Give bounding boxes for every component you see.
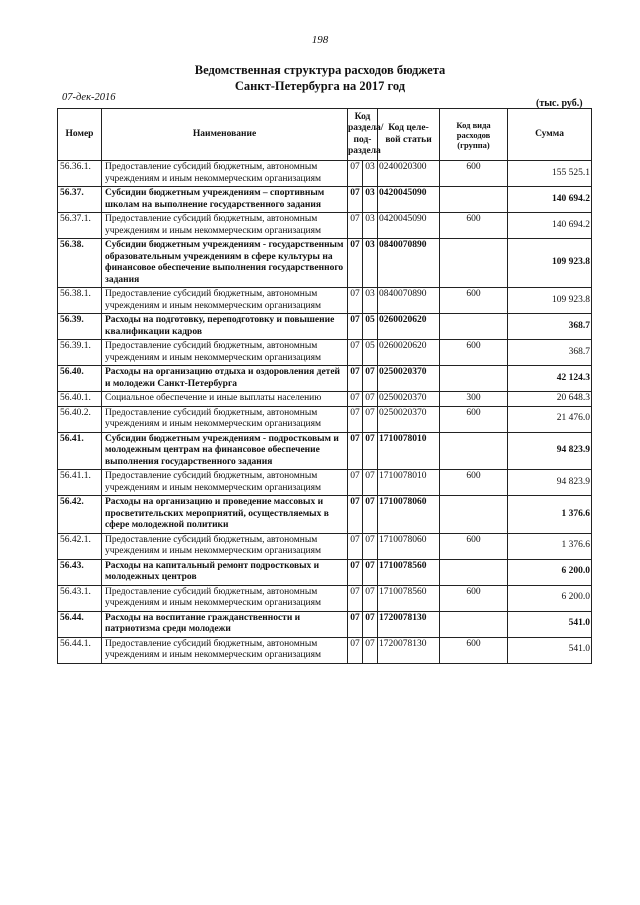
row-summa: 6 200.0	[508, 585, 592, 611]
row-statya: 1710078010	[378, 470, 440, 496]
row-razdel: 07	[348, 585, 363, 611]
row-razdel: 07	[348, 496, 363, 534]
row-name: Расходы на организацию и проведение массовых и просветительских мероприятий, осуществляемых в сфере молодежной политики	[102, 496, 348, 534]
row-number: 56.42.1.	[58, 533, 102, 559]
row-razdel: 07	[348, 611, 363, 637]
header-kod-statyi: Код целе- вой статьи	[378, 109, 440, 161]
row-name: Предоставление субсидий бюджетным, автономным учреждениям и иным некоммерческим организациям	[102, 585, 348, 611]
table-row	[58, 187, 592, 213]
row-summa: 155 525.1	[508, 161, 592, 187]
row-razdel: 07	[348, 213, 363, 239]
row-podrazdel: 07	[363, 496, 378, 534]
row-number: 56.36.1.	[58, 161, 102, 187]
row-number: 56.37.1.	[58, 213, 102, 239]
row-vid: 600	[440, 533, 508, 559]
row-podrazdel: 07	[363, 611, 378, 637]
row-podrazdel: 07	[363, 366, 378, 392]
row-name: Предоставление субсидий бюджетным, автономным учреждениям и иным некоммерческим организациям	[102, 470, 348, 496]
row-summa: 140 694.2	[508, 187, 592, 213]
header-kod-vida: Код вида расходов (группа)	[440, 109, 508, 161]
row-statya: 0840070890	[378, 288, 440, 314]
row-vid	[440, 611, 508, 637]
header-nomer: Номер	[58, 109, 102, 161]
row-name: Предоставление субсидий бюджетным, автономным учреждениям и иным некоммерческим организациям	[102, 533, 348, 559]
row-summa: 94 823.9	[508, 432, 592, 470]
row-number: 56.44.1.	[58, 637, 102, 663]
row-statya: 0420045090	[378, 213, 440, 239]
table-body	[58, 161, 592, 664]
row-statya: 1720078130	[378, 637, 440, 663]
document-date: 07-дек-2016	[62, 92, 116, 103]
row-vid: 600	[440, 340, 508, 366]
row-vid: 600	[440, 288, 508, 314]
row-vid: 600	[440, 637, 508, 663]
row-razdel: 07	[348, 161, 363, 187]
table-row	[58, 496, 592, 534]
row-vid: 600	[440, 406, 508, 432]
row-podrazdel: 03	[363, 187, 378, 213]
page-number: 198	[311, 34, 329, 46]
row-vid: 600	[440, 213, 508, 239]
row-number: 56.43.	[58, 559, 102, 585]
row-vid: 600	[440, 161, 508, 187]
row-number: 56.39.	[58, 314, 102, 340]
row-statya: 0840070890	[378, 239, 440, 288]
row-name: Предоставление субсидий бюджетным, автономным учреждениям и иным некоммерческим организациям	[102, 340, 348, 366]
row-vid: 600	[440, 470, 508, 496]
table-row	[58, 366, 592, 392]
row-vid	[440, 559, 508, 585]
row-razdel: 07	[348, 637, 363, 663]
title-line-1: Ведомственная структура расходов бюджета	[194, 63, 446, 77]
row-podrazdel: 07	[363, 637, 378, 663]
row-vid	[440, 239, 508, 288]
row-razdel: 07	[348, 406, 363, 432]
row-podrazdel: 07	[363, 585, 378, 611]
row-summa: 20 648.3	[508, 392, 592, 407]
row-statya: 0420045090	[378, 187, 440, 213]
row-name: Субсидии бюджетным учреждениям - подростковым и молодежным центрам на финансовое обеспечение выполнения государственного задания	[102, 432, 348, 470]
row-name: Предоставление субсидий бюджетным, автономным учреждениям и иным некоммерческим организациям	[102, 213, 348, 239]
row-summa: 109 923.8	[508, 239, 592, 288]
row-number: 56.40.	[58, 366, 102, 392]
row-statya: 0250020370	[378, 392, 440, 407]
header-kod-razdela: Код раздела/ под- раздела	[348, 109, 378, 161]
row-name: Субсидии бюджетным учреждениям – спортивным школам на выполнение государственного задания	[102, 187, 348, 213]
row-razdel: 07	[348, 470, 363, 496]
row-podrazdel: 07	[363, 533, 378, 559]
row-number: 56.39.1.	[58, 340, 102, 366]
row-razdel: 07	[348, 392, 363, 407]
table-row	[58, 585, 592, 611]
row-statya: 0250020370	[378, 366, 440, 392]
row-podrazdel: 05	[363, 340, 378, 366]
row-vid: 600	[440, 585, 508, 611]
row-podrazdel: 03	[363, 213, 378, 239]
row-summa: 1 376.6	[508, 496, 592, 534]
row-statya: 1710078060	[378, 496, 440, 534]
row-statya: 1710078010	[378, 432, 440, 470]
row-vid	[440, 187, 508, 213]
document-title	[0, 62, 640, 94]
row-number: 56.37.	[58, 187, 102, 213]
row-number: 56.40.2.	[58, 406, 102, 432]
row-number: 56.41.	[58, 432, 102, 470]
row-podrazdel: 03	[363, 239, 378, 288]
table-row	[58, 340, 592, 366]
row-statya: 0250020370	[378, 406, 440, 432]
units-label: (тыс. руб.)	[536, 98, 583, 109]
row-podrazdel: 03	[363, 288, 378, 314]
row-statya: 0240020300	[378, 161, 440, 187]
row-vid: 300	[440, 392, 508, 407]
table-row	[58, 533, 592, 559]
row-vid	[440, 314, 508, 340]
row-razdel: 07	[348, 239, 363, 288]
budget-table	[57, 108, 592, 664]
row-vid	[440, 366, 508, 392]
row-name: Предоставление субсидий бюджетным, автономным учреждениям и иным некоммерческим организациям	[102, 406, 348, 432]
table-row	[58, 611, 592, 637]
row-number: 56.43.1.	[58, 585, 102, 611]
table-row	[58, 470, 592, 496]
row-statya: 0260020620	[378, 340, 440, 366]
row-razdel: 07	[348, 533, 363, 559]
row-summa: 21 476.0	[508, 406, 592, 432]
table-row	[58, 432, 592, 470]
row-name: Расходы на воспитание гражданственности и патриотизма среди молодежи	[102, 611, 348, 637]
row-number: 56.41.1.	[58, 470, 102, 496]
row-number: 56.40.1.	[58, 392, 102, 407]
row-name: Субсидии бюджетным учреждениям - государственным образовательным учреждениям в сфере культуры на финансовое обеспечение выполнения государственного задания	[102, 239, 348, 288]
row-podrazdel: 07	[363, 470, 378, 496]
table-row	[58, 392, 592, 407]
table-row	[58, 288, 592, 314]
table-row	[58, 213, 592, 239]
row-summa: 541.0	[508, 637, 592, 663]
row-number: 56.42.	[58, 496, 102, 534]
row-statya: 1720078130	[378, 611, 440, 637]
row-razdel: 07	[348, 314, 363, 340]
row-summa: 368.7	[508, 340, 592, 366]
table-row	[58, 161, 592, 187]
row-number: 56.38.	[58, 239, 102, 288]
row-podrazdel: 03	[363, 161, 378, 187]
row-name: Расходы на капитальный ремонт подростковых и молодежных центров	[102, 559, 348, 585]
row-razdel: 07	[348, 187, 363, 213]
row-summa: 1 376.6	[508, 533, 592, 559]
header-naimenovanie: Наименование	[102, 109, 348, 161]
row-statya: 1710078560	[378, 559, 440, 585]
row-podrazdel: 05	[363, 314, 378, 340]
row-statya: 1710078060	[378, 533, 440, 559]
row-name: Социальное обеспечение и иные выплаты населению	[102, 392, 348, 407]
row-vid	[440, 432, 508, 470]
row-podrazdel: 07	[363, 392, 378, 407]
row-podrazdel: 07	[363, 406, 378, 432]
row-summa: 109 923.8	[508, 288, 592, 314]
row-summa: 42 124.3	[508, 366, 592, 392]
row-razdel: 07	[348, 559, 363, 585]
row-name: Расходы на подготовку, переподготовку и повышение квалификации кадров	[102, 314, 348, 340]
row-summa: 541.0	[508, 611, 592, 637]
row-number: 56.38.1.	[58, 288, 102, 314]
table-row	[58, 406, 592, 432]
row-name: Предоставление субсидий бюджетным, автономным учреждениям и иным некоммерческим организациям	[102, 161, 348, 187]
table-row	[58, 559, 592, 585]
table-row	[58, 239, 592, 288]
row-number: 56.44.	[58, 611, 102, 637]
row-statya: 1710078560	[378, 585, 440, 611]
row-summa: 6 200.0	[508, 559, 592, 585]
row-podrazdel: 07	[363, 432, 378, 470]
row-summa: 94 823.9	[508, 470, 592, 496]
row-razdel: 07	[348, 340, 363, 366]
row-razdel: 07	[348, 288, 363, 314]
row-summa: 368.7	[508, 314, 592, 340]
row-razdel: 07	[348, 366, 363, 392]
row-name: Предоставление субсидий бюджетным, автономным учреждениям и иным некоммерческим организациям	[102, 288, 348, 314]
row-name: Расходы на организацию отдыха и оздоровления детей и молодежи Санкт-Петербурга	[102, 366, 348, 392]
header-summa: Сумма	[508, 109, 592, 161]
row-statya: 0260020620	[378, 314, 440, 340]
row-summa: 140 694.2	[508, 213, 592, 239]
row-razdel: 07	[348, 432, 363, 470]
title-line-2: Санкт-Петербурга на 2017 год	[234, 79, 406, 93]
table-row	[58, 314, 592, 340]
row-name: Предоставление субсидий бюджетным, автономным учреждениям и иным некоммерческим организациям	[102, 637, 348, 663]
row-podrazdel: 07	[363, 559, 378, 585]
row-vid	[440, 496, 508, 534]
table-row	[58, 637, 592, 663]
